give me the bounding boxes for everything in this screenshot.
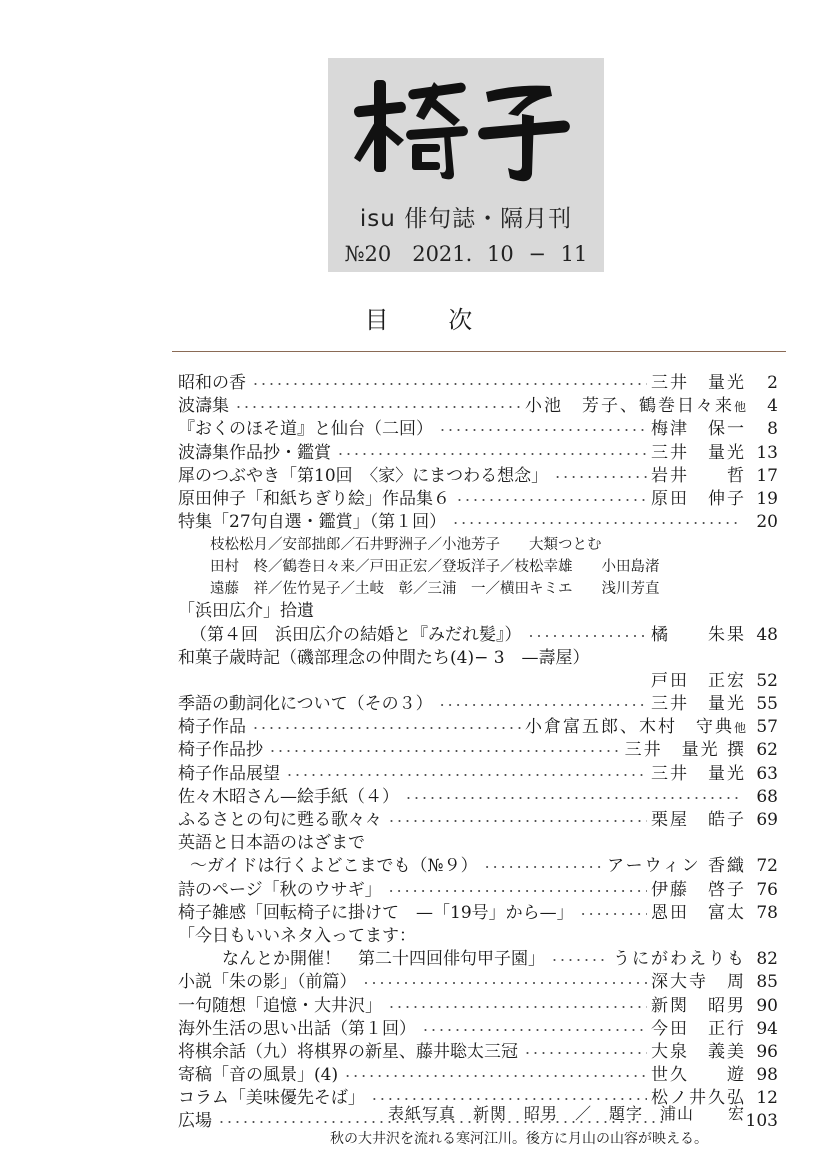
special-members-line: 遠藤 祥／佐竹晃子／土岐 彰／三浦 一／横田キミエ 浅川芳直 xyxy=(210,581,660,598)
toc-entry: 海外生活の思い出話（第１回） ・・・・・・・・・・・・・・・・・・・・・・・・・・・・・・・・・・・・・・・・・・・・・・・・・・・・・・・・ 今田 正行 94 xyxy=(178,1018,778,1041)
toc-entry: （第４回 浜田広介の結婚と『みだれ髪』） ・・・・・・・・・・・・・・・・・・・・・・・・・・・・・・・・・・・・・・・・・・・・・・・・・・・・・・・・ 橘 朱果 48 xyxy=(178,624,778,647)
toc-entry: なんとか開催！ 第二十四回俳句甲子園」 ・・・・・・・・・・・・・・・・・・・・・・・・・・・・・・・・・・・・・・・・・・・・・・・・・・・・・・・・ うにがわえりも 82 xyxy=(178,948,778,971)
toc-entry: 〜ガイドは行くよどこまでも（№９） ・・・・・・・・・・・・・・・・・・・・・・・・・・・・・・・・・・・・・・・・・・・・・・・・・・・・・・・・ アーウィン 香織 72 xyxy=(178,855,778,878)
special-members-line: 田村 柊／鶴巻日々来／戸田正宏／登坂洋子／枝松幸雄 小田島渚 xyxy=(210,559,660,576)
toc-entry: 波濤集作品抄・鑑賞 ・・・・・・・・・・・・・・・・・・・・・・・・・・・・・・・・・・・・・・・・・・・・・・・・・・・・・・・・ 三井 量光 13 xyxy=(178,442,778,465)
toc-entry: 昭和の香 ・・・・・・・・・・・・・・・・・・・・・・・・・・・・・・・・・・・・・・・・・・・・・・・・・・・・・・・・ 三井 量光 2 xyxy=(178,372,778,395)
cover-credits: 表紙写真 新関 昭男 ／ 題字 浦山 宏 xyxy=(388,1104,746,1123)
toc-entry-header: 英語と日本語のはざまで xyxy=(178,833,365,854)
toc-entry: 椅子作品抄 ・・・・・・・・・・・・・・・・・・・・・・・・・・・・・・・・・・・・・・・・・・・・・・・・・・・・・・・・ 三井 量光 撰 62 xyxy=(178,739,778,762)
toc-entry: コラム「美味優先そば」 ・・・・・・・・・・・・・・・・・・・・・・・・・・・・・・・・・・・・・・・・・・・・・・・・・・・・・・・・ 松ノ井久弘 12 xyxy=(178,1087,778,1110)
toc-entry: 椅子作品展望 ・・・・・・・・・・・・・・・・・・・・・・・・・・・・・・・・・・・・・・・・・・・・・・・・・・・・・・・・ 三井 量光 63 xyxy=(178,763,778,786)
contents-heading: 目 次 xyxy=(364,306,499,334)
toc-entry: 波濤集 ・・・・・・・・・・・・・・・・・・・・・・・・・・・・・・・・・・・・・・・・・・・・・・・・・・・・・・・・ 小池 芳子、鶴巻日々来他 4 xyxy=(178,395,778,418)
toc-entry: 季語の動詞化について（その３） ・・・・・・・・・・・・・・・・・・・・・・・・・・・・・・・・・・・・・・・・・・・・・・・・・・・・・・・・ 三井 量光 55 xyxy=(178,693,778,716)
toc-entry: 詩のページ「秋のウサギ」 ・・・・・・・・・・・・・・・・・・・・・・・・・・・・・・・・・・・・・・・・・・・・・・・・・・・・・・・・ 伊藤 啓子 76 xyxy=(178,879,778,902)
cover-title-box xyxy=(328,58,604,272)
divider xyxy=(172,351,786,352)
toc-entry-header: 「浜田広介」拾遺 xyxy=(178,601,314,622)
toc-entry-header: 「今日もいいネタ入ってます： xyxy=(178,925,416,946)
toc-entry: 佐々木昭さん—絵手紙（４） ・・・・・・・・・・・・・・・・・・・・・・・・・・・・・・・・・・・・・・・・・・・・・・・・・・・・・・・・ 68 xyxy=(178,786,778,809)
special-members-line: 枝松松月／安部拙郎／石井野洲子／小池芳子 大類つとむ xyxy=(210,537,602,554)
toc-entry: 椅子作品 ・・・・・・・・・・・・・・・・・・・・・・・・・・・・・・・・・・・・・・・・・・・・・・・・・・・・・・・・ 小倉富五郎、木村 守典他 57 xyxy=(178,716,778,739)
toc-entry: 広場 ・・・・・・・・・・・・・・・・・・・・・・・・・・・・・・・・・・・・・・・・・・・・・・・・・・・・・・・・ 103 xyxy=(178,1110,778,1133)
toc-entry-continuation: 戸田 正宏 52 xyxy=(651,670,778,691)
toc-entry-special: 特集「27句自選・鑑賞」（第１回） ・・・・・・・・・・・・・・・・・・・・・・・・・・・・・・・・・・・・・・・・・・・・・・・・・・・・・・・・ 20 xyxy=(178,511,778,534)
calligraphy-logo xyxy=(346,70,586,188)
toc-entry: 『おくのほそ道』と仙台（二回） ・・・・・・・・・・・・・・・・・・・・・・・・・・・・・・・・・・・・・・・・・・・・・・・・・・・・・・・・ 梅津 保一 8 xyxy=(178,418,778,441)
journal-subtitle: isu 俳句誌・隔月刊 xyxy=(359,206,573,232)
toc-entry: 将棋余話（九）将棋界の新星、藤井聡太三冠 ・・・・・・・・・・・・・・・・・・・・・・・・・・・・・・・・・・・・・・・・・・・・・・・・・・・・・・・・ 大泉 義美 96 xyxy=(178,1041,778,1064)
toc-entry: 小説「朱の影」（前篇） ・・・・・・・・・・・・・・・・・・・・・・・・・・・・・・・・・・・・・・・・・・・・・・・・・・・・・・・・ 深大寺 周 85 xyxy=(178,971,778,994)
toc-entry: 寄稿「音の風景」(4) ・・・・・・・・・・・・・・・・・・・・・・・・・・・・・・・・・・・・・・・・・・・・・・・・・・・・・・・・ 世久 遊 98 xyxy=(178,1064,778,1087)
toc-entry: ふるさとの句に甦る歌々々 ・・・・・・・・・・・・・・・・・・・・・・・・・・・・・・・・・・・・・・・・・・・・・・・・・・・・・・・・ 栗屋 皓子 69 xyxy=(178,809,778,832)
toc-entry: 椅子雑感「回転椅子に掛けて —「19号」から—」 ・・・・・・・・・・・・・・・・・・・・・・・・・・・・・・・・・・・・・・・・・・・・・・・・・・・・・・・・ 恩田 富太 78 xyxy=(178,902,778,925)
toc-entry: 和菓子歳時記（磯部理念の仲間たち(4)− 3 —壽屋） xyxy=(178,647,590,668)
cover-caption: 秋の大井沢を流れる寒河江川。後方に月山の山容が映える。 xyxy=(330,1131,708,1147)
toc-entry: 原田伸子「和紙ちぎり絵」作品集６ ・・・・・・・・・・・・・・・・・・・・・・・・・・・・・・・・・・・・・・・・・・・・・・・・・・・・・・・・ 原田 伸子 19 xyxy=(178,488,778,511)
table-of-contents xyxy=(178,372,778,1134)
issue-number: №20 2021. 10 − 11 xyxy=(344,242,588,266)
toc-entry: 犀のつぶやき「第10回 〈家〉にまつわる想念」 ・・・・・・・・・・・・・・・・・・・・・・・・・・・・・・・・・・・・・・・・・・・・・・・・・・・・・・・・ 岩井 哲 17 xyxy=(178,465,778,488)
toc-entry: 一句随想「追憶・大井沢」 ・・・・・・・・・・・・・・・・・・・・・・・・・・・・・・・・・・・・・・・・・・・・・・・・・・・・・・・・ 新関 昭男 90 xyxy=(178,995,778,1018)
